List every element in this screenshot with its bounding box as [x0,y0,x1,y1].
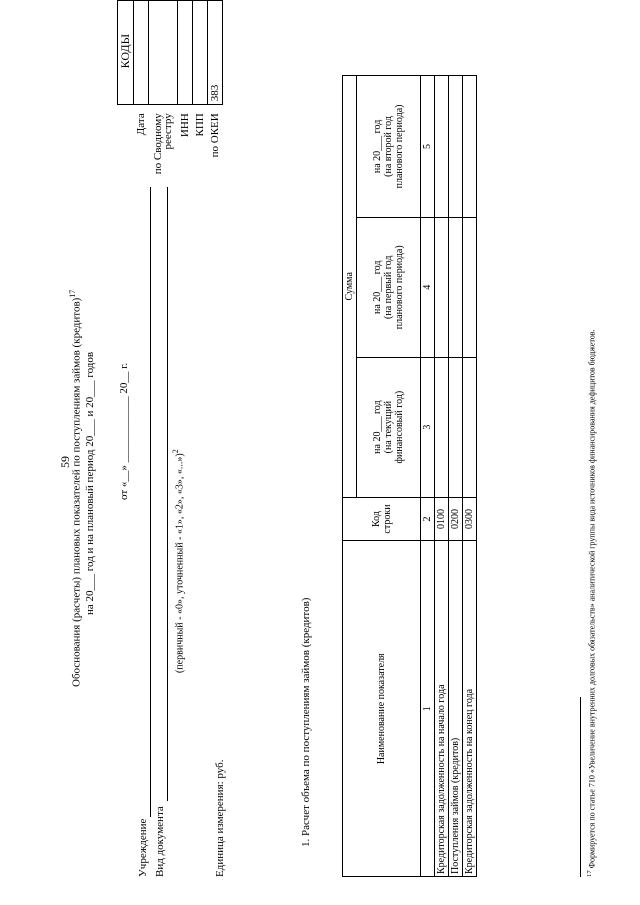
date-line: от «__» ____________ 20__ г. [118,362,130,500]
codes-table [117,0,223,203]
loans-table [342,75,477,877]
col-number-5: 5 [421,76,435,218]
table-row [435,76,449,877]
row-value[interactable] [463,357,477,497]
row-value[interactable] [435,357,449,497]
header-name: Наименование показателя [343,541,421,877]
unit-label: Единица измерения: руб. [214,759,226,877]
codes-value-okei: 383 [208,1,223,105]
col-number-4: 4 [421,217,435,357]
doc-type-hint-text: (первичный - «0», уточненный - «1», «2», «3», «...») [174,453,186,673]
header-sum-current [357,357,421,497]
h4-l3: планового периода) [394,245,405,330]
col-number-1: 1 [421,541,435,877]
header-sum-first [357,217,421,357]
table-row [463,76,477,877]
institution-underline [150,187,151,817]
title-line-1: Обоснования (расчеты) плановых показателей по поступлениям займов (кредитов) [70,297,83,687]
col-number-3: 3 [421,357,435,497]
row-value[interactable] [463,76,477,218]
row-code: 0300 [463,497,477,541]
h5-l2: (на второй год [383,116,394,177]
header-sum-second [357,76,421,218]
h3-l3: финансовый год) [394,390,405,464]
footnote-mark: 17 [586,870,593,877]
header-code [343,497,421,541]
codes-value-date [134,1,149,105]
codes-value-inn [178,1,193,105]
section-title: 1. Расчет объема по поступлениям займов (кредитов) [300,597,312,847]
page-number: 59 [58,456,72,468]
h3-l2: (на текущий [383,400,394,454]
row-name: Кредиторская задолженность на начало года [435,541,449,877]
document-title [68,290,83,687]
doc-type-hint [171,449,185,673]
codes-label-okei: по ОКЕИ [209,113,221,158]
row-name: Кредиторская задолженность на конец года [463,541,477,877]
title-footnote-ref: 17 [68,289,77,298]
footnote-text: Формируется по статье 710 «Увеличение внутренних долговых обязательств» аналитической группы вида источников финансирования дефицитов бюджетов. [587,329,597,869]
codes-label-date: Дата [135,113,147,136]
row-value[interactable] [449,217,463,357]
row-value[interactable] [449,76,463,218]
h4-l1: на 20___ год [372,260,383,314]
row-value[interactable] [435,76,449,218]
header-code-l1: Код [370,511,382,528]
title-period: на 20___ год и на плановый период 20___ и 20___ годов [84,351,96,615]
row-code: 0200 [449,497,463,541]
codes-value-kpp [193,1,208,105]
col-number-2: 2 [421,497,435,541]
codes-label-registry: по Сводному реестру [152,113,174,175]
h4-l2: (на первый год [383,255,394,319]
table-row [449,76,463,877]
codes-label-kpp: КПП [194,113,206,137]
codes-header-cell: КОДЫ [118,1,134,105]
footnote [586,329,597,877]
footnote-separator [580,697,581,877]
row-value[interactable] [463,217,477,357]
header-code-l2: строки [381,504,393,534]
h5-l3: планового периода) [394,104,405,189]
doc-type-label: Вид документа [154,806,166,877]
row-name: Поступления займов (кредитов) [449,541,463,877]
h3-l1: на 20___ год [372,400,383,454]
row-value[interactable] [435,217,449,357]
doc-type-hint-ref: 2 [171,449,180,454]
row-value[interactable] [449,357,463,497]
header-sum: Сумма [343,76,357,498]
row-code: 0100 [435,497,449,541]
h5-l1: на 20___ год [372,119,383,174]
codes-label-inn: ИНН [179,113,191,138]
doc-type-underline [167,187,168,801]
codes-value-registry [149,1,178,105]
institution-label: Учреждение [137,818,149,877]
